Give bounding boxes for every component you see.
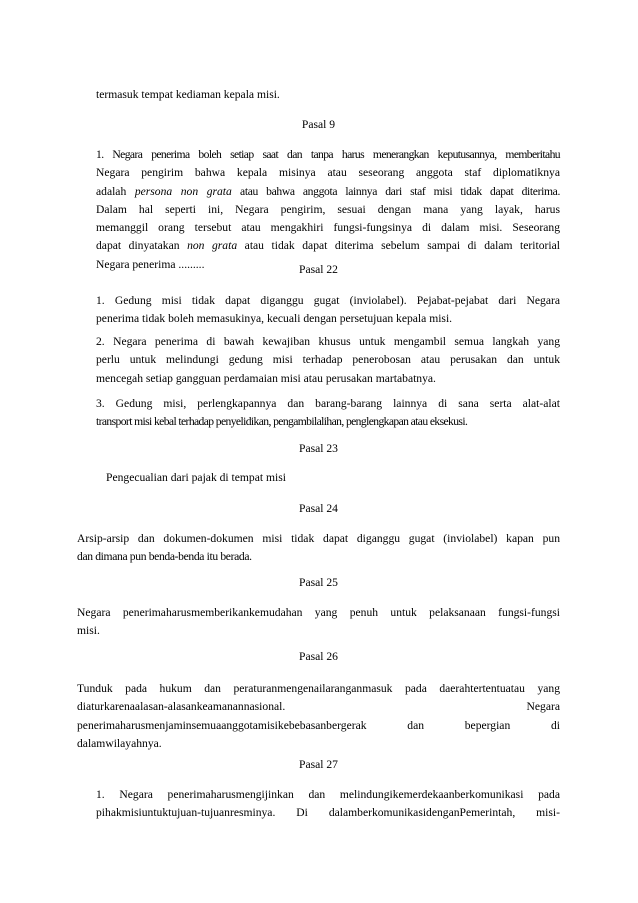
text-line: Negara pengirim bahwa kepala misinya atau seseorang anggota staf diplomatiknya [96, 166, 560, 180]
text-run: bepergian [464, 718, 511, 732]
text-run: adalah [96, 184, 135, 198]
text-line: memanggil orang tersebut atau mengakhiri fungsi-fungsinya di dalam misi. Seseorang [96, 221, 560, 235]
pasal-22-heading: Pasal 22 [299, 263, 338, 276]
text-line: penerima tidak boleh memasukinya, kecuali dengan persetujuan kepala misi. [96, 312, 453, 326]
pasal-9-paragraph-1 [96, 146, 560, 274]
pasal-26-heading: Pasal 26 [299, 650, 338, 663]
pasal-27-heading: Pasal 27 [299, 758, 338, 771]
text-line: 2. Negara penerima di bawah kewajiban khusus untuk mengambil semua langkah yang [96, 335, 560, 348]
text-line: transport misi kebal terhadap penyelidikan, pengambilalihan, penglengkapan atau eksekusi. [96, 415, 468, 429]
text-run: dapat dinyatakan [96, 239, 188, 253]
pasal-24-paragraph-1 [77, 530, 560, 567]
pasal-23-paragraph-1 [106, 469, 546, 487]
pasal-26-paragraph-1 [77, 680, 560, 753]
pasal-23-heading: Pasal 23 [299, 442, 338, 455]
pasal-27-paragraph-1 [96, 786, 560, 823]
pasal-22-paragraph-1 [96, 292, 560, 329]
text-run: dan [407, 718, 425, 732]
text-line [77, 698, 560, 716]
text-line: dalamwilayahnya. [77, 736, 162, 750]
pasal-9-heading: Pasal 9 [301, 118, 336, 131]
pasal-25-paragraph-1 [77, 604, 560, 641]
text-line: Dalam hal seperti ini, Negara pengirim, sesuai dengan mana yang layak, harus [96, 202, 560, 216]
text-run: atau bahwa anggota lainnya dari staf misi tidak dapat diterima. [231, 184, 560, 198]
text-line: Negara penerima ......... [96, 257, 205, 271]
intro-text: termasuk tempat kediaman kepala misi. [96, 88, 280, 101]
text-line: Arsip-arsip dan dokumen-dokumen misi tidak dapat diganggu gugat (inviolabel) kapan pun [77, 532, 560, 545]
text-line [96, 183, 560, 201]
text-line: Negara penerimaharusmemberikankemudahan yang penuh untuk pelaksanaan fungsi-fungsi [77, 606, 560, 619]
text-line: Pengecualian dari pajak di tempat misi [106, 471, 286, 484]
text-line: mencegah setiap gangguan perdamaian misi atau perusakan martabatnya. [96, 371, 436, 385]
text-line: dan dimana pun benda-benda itu berada. [77, 550, 252, 564]
text-line: misi. [77, 624, 100, 638]
text-line: 1. Gedung misi tidak dapat diganggu gugat (inviolabel). Pejabat-pejabat dari Negara [96, 294, 560, 307]
text-line: perlu untuk melindungi gedung misi terhadap penerobosan atau perusakan dan untuk [96, 353, 560, 367]
pasal-22-paragraph-3 [96, 395, 560, 432]
text-run: di [550, 718, 561, 732]
text-run: diaturkarenaalasan-alasankeamanannasional. [77, 700, 286, 714]
italic-term: persona non grata [134, 184, 232, 198]
pasal-25-heading: Pasal 25 [299, 576, 338, 589]
italic-term: non grata [187, 239, 238, 253]
pasal-24-heading: Pasal 24 [299, 502, 338, 515]
text-line: 3. Gedung misi, perlengkapannya dan barang-barang lainnya di sana serta alat-alat [96, 397, 560, 410]
text-run: penerimaharusmenjaminsemuaanggotamisikebebasanbergerak [77, 718, 367, 732]
text-line: Tunduk pada hukum dan peraturanmengenailaranganmasuk pada daerahtertentuatau yang [77, 682, 560, 695]
text-run: Negara [526, 700, 560, 714]
text-line: 1. Negara penerima boleh setiap saat dan tanpa harus menerangkan keputusannya, memberitahu [96, 148, 560, 161]
text-line: 1. Negara penerimaharusmengijinkan dan melindungikemerdekaanberkomunikasi pada [96, 788, 560, 801]
text-line: pihakmisiuntuktujuan-tujuanresminya. Di dalamberkomunikasidenganPemerintah, misi- [96, 806, 560, 820]
pasal-22-paragraph-2 [96, 333, 560, 388]
text-line [77, 717, 560, 735]
text-run: atau tidak dapat diterima sebelum sampai di dalam teritorial [237, 239, 560, 253]
text-line [96, 237, 560, 255]
intro-line [96, 86, 560, 104]
